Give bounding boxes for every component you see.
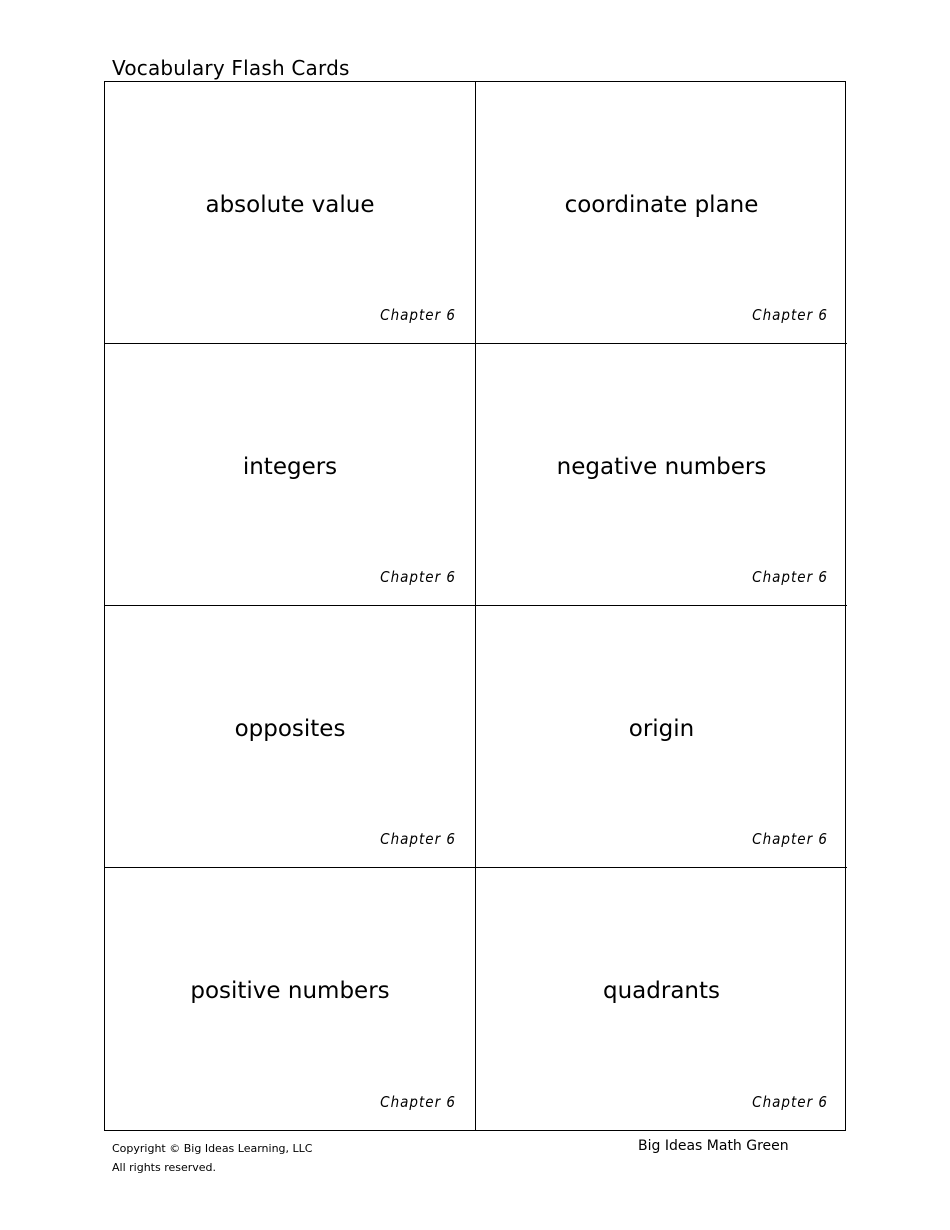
flash-card bbox=[476, 606, 847, 868]
card-term: positive numbers bbox=[190, 978, 390, 1004]
card-term: integers bbox=[242, 454, 338, 480]
card-term: opposites bbox=[234, 716, 346, 742]
flash-card bbox=[476, 82, 847, 344]
flash-card bbox=[105, 868, 476, 1130]
card-chapter: Chapter 6 bbox=[380, 568, 456, 586]
rights-line: All rights reserved. bbox=[112, 1161, 217, 1174]
card-chapter: Chapter 6 bbox=[752, 306, 828, 324]
flash-card bbox=[105, 606, 476, 868]
flash-card-grid bbox=[104, 81, 846, 1131]
card-chapter: Chapter 6 bbox=[380, 830, 456, 848]
card-term: negative numbers bbox=[556, 454, 767, 480]
card-chapter: Chapter 6 bbox=[752, 568, 828, 586]
flash-card bbox=[476, 868, 847, 1130]
card-chapter: Chapter 6 bbox=[380, 306, 456, 324]
copyright-notice bbox=[112, 1139, 312, 1177]
card-term: quadrants bbox=[603, 978, 720, 1004]
page-title: Vocabulary Flash Cards bbox=[112, 56, 350, 80]
flash-card bbox=[476, 344, 847, 606]
card-term: absolute value bbox=[205, 192, 375, 218]
card-term: origin bbox=[628, 716, 695, 742]
copyright-line: Copyright © Big Ideas Learning, LLC bbox=[112, 1142, 313, 1155]
flash-card bbox=[105, 344, 476, 606]
card-chapter: Chapter 6 bbox=[380, 1093, 456, 1111]
card-chapter: Chapter 6 bbox=[752, 1093, 828, 1111]
card-term: coordinate plane bbox=[564, 192, 759, 218]
card-chapter: Chapter 6 bbox=[752, 830, 828, 848]
flash-card bbox=[105, 82, 476, 344]
brand-name: Big Ideas Math Green bbox=[638, 1138, 789, 1154]
